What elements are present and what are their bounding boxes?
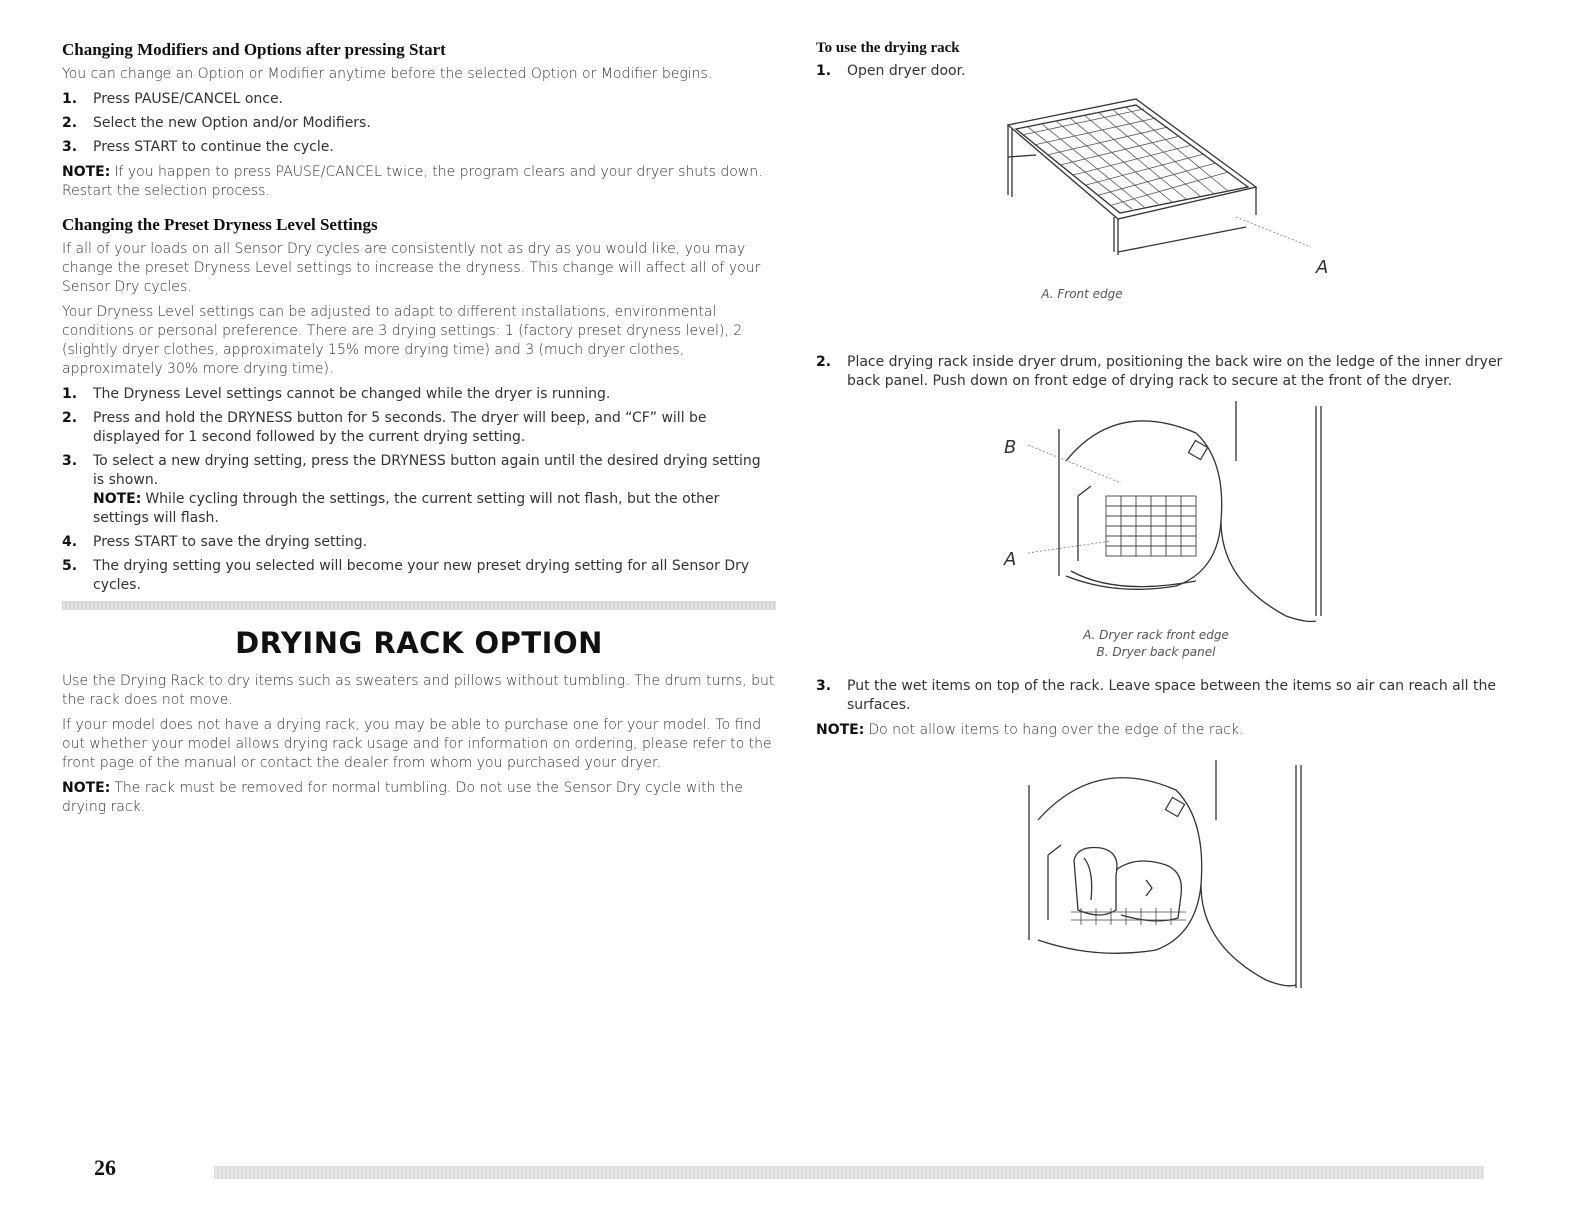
page-title: DRYING RACK OPTION: [235, 626, 603, 660]
callout-a: A: [1004, 549, 1017, 570]
rack-steps-2: [816, 353, 1528, 391]
list-item: 1. The Dryness Level settings cannot be changed while the dryer is running.: [62, 386, 611, 402]
callout-a: A: [1316, 257, 1329, 278]
note-label: NOTE:: [62, 164, 111, 180]
list-item: 2. Select the new Option and/or Modifiers.: [62, 115, 371, 131]
caption-line-b: B. Dryer back panel: [1096, 645, 1216, 659]
right-column: [816, 40, 1528, 1000]
section-divider: [62, 601, 776, 610]
list-item: 2. Press and hold the DRYNESS button for 5 seconds. The dryer will beep, and “CF” will be displayed for 1 second followed by the current drying setting.: [62, 410, 707, 445]
modifiers-steps: [62, 90, 776, 157]
left-column: [62, 40, 776, 823]
caption-line-a: A. Dryer rack front edge: [1083, 628, 1229, 642]
callout-b: B: [1004, 437, 1017, 458]
list-item: 3. Press START to continue the cycle.: [62, 139, 334, 155]
note-text: The rack must be removed for normal tumbling. Do not use the Sensor Dry cycle with the drying rack.: [62, 780, 743, 815]
modifiers-intro: You can change an Option or Modifier anytime before the selected Option or Modifier begins.: [62, 66, 713, 82]
rack-paragraph-2: If your model does not have a drying rack, you may be able to purchase one for your model. To find out whether your model allows drying rack usage and for information on ordering, please refer to the front page of the manual or contact the dealer from whom you purchased your dryer.: [62, 717, 772, 771]
rack-steps-3: [816, 677, 1528, 715]
section-heading-modifiers: Changing Modifiers and Options after pressing Start: [62, 40, 446, 59]
rack-items-note: [816, 721, 1528, 740]
rack-instructions-heading: To use the drying rack: [816, 40, 960, 56]
list-item: 1. Open dryer door.: [816, 63, 966, 79]
dryness-paragraph-2: Your Dryness Level settings can be adjusted to adapt to different installations, environmental conditions or personal preference. There are 3 drying settings: 1 (factory preset dryness level), 2 (slightly dryer clothes, approximately 15% more drying time) and 3 (much dryer clothes, approximately 30% more drying time).: [62, 304, 743, 377]
list-item: 5. The drying setting you selected will become your new preset drying setting for all Sensor Dry cycles.: [62, 558, 750, 593]
figure-caption: A. Front edge: [1041, 287, 1123, 301]
figure-caption: [800, 627, 1512, 661]
note-text: Do not allow items to hang over the edge of the rack.: [868, 722, 1244, 738]
drying-rack-illustration: [816, 87, 1528, 267]
list-item: 3. Put the wet items on top of the rack. Leave space between the items so air can reach all the surfaces.: [816, 678, 1496, 713]
note-label: NOTE:: [62, 780, 111, 796]
note-text: If you happen to press PAUSE/CANCEL twice, the program clears and your dryer shuts down. Restart the selection process.: [62, 164, 763, 199]
list-item: 3. To select a new drying setting, press the DRYNESS button again until the desired drying setting is shown. NOTE: While cycling through the settings, the current setting will not flash, but the other settings will flash.: [62, 452, 776, 528]
note-label: NOTE:: [816, 722, 865, 738]
rack-in-dryer-figure: [816, 401, 1528, 651]
items-on-rack-illustration: [816, 760, 1528, 1000]
footer-band: [214, 1166, 1484, 1179]
page-footer: [94, 1155, 1489, 1185]
page-number: 26: [94, 1155, 116, 1180]
list-item: 4. Press START to save the drying setting.: [62, 534, 368, 550]
modifiers-note: [62, 163, 776, 201]
rack-note: [62, 779, 776, 817]
dryness-steps: [62, 385, 776, 595]
drying-rack-figure: [816, 87, 1528, 292]
dryness-paragraph-1: If all of your loads on all Sensor Dry cycles are consistently not as dry as you would like, you may change the preset Dryness Level settings to increase the dryness. This change will affect all of your Sensor Dry cycles.: [62, 241, 761, 295]
rack-steps-1: [816, 62, 1528, 81]
rack-paragraph-1: Use the Drying Rack to dry items such as sweaters and pillows without tumbling. The drum turns, but the rack does not move.: [62, 673, 775, 708]
rack-in-dryer-illustration: [816, 401, 1528, 651]
section-heading-dryness: Changing the Preset Dryness Level Settings: [62, 215, 378, 234]
list-item: 1. Press PAUSE/CANCEL once.: [62, 91, 284, 107]
inline-note: NOTE: While cycling through the settings, the current setting will not flash, but the other settings will flash.: [93, 491, 720, 526]
list-item: 2. Place drying rack inside dryer drum, positioning the back wire on the ledge of the inner dryer back panel. Push down on front edge of drying rack to secure at the front of the dryer.: [816, 354, 1503, 389]
items-on-rack-figure: [816, 760, 1528, 1000]
